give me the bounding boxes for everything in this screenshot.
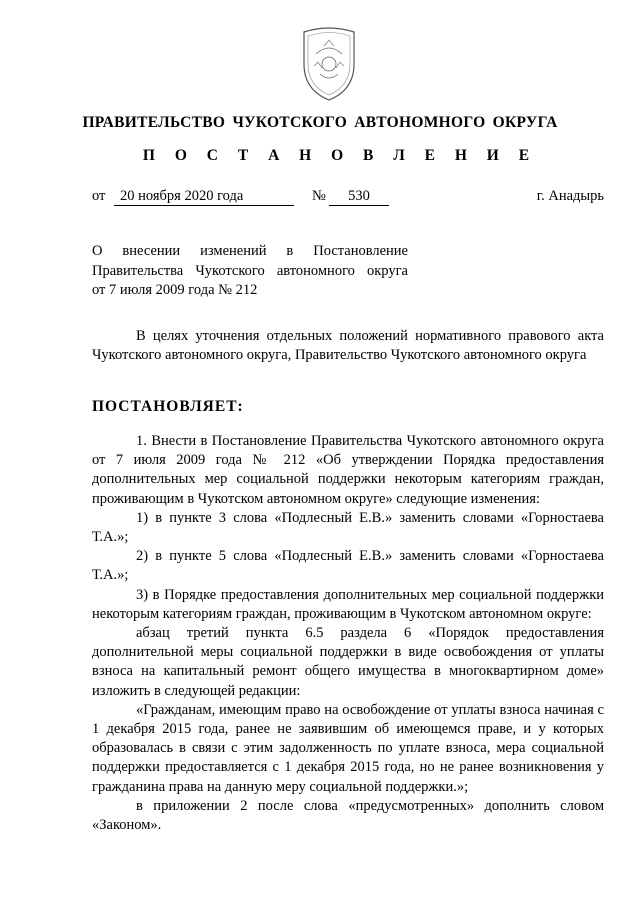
- government-title: ПРАВИТЕЛЬСТВО ЧУКОТСКОГО АВТОНОМНОГО ОКРУГА: [82, 114, 558, 131]
- resolves-heading: ПОСТАНОВЛЯЕТ:: [92, 398, 244, 415]
- paragraph-appendix-change: в приложении 2 после слова «предусмотренных» дополнить словом «Законом».: [92, 797, 604, 834]
- document-number: 530: [329, 188, 389, 206]
- preamble-block: [92, 327, 604, 365]
- paragraph-amendment-text: «Гражданам, имеющим право на освобождение от уплаты взноса начиная с 1 декабря 2015 года, ранее не заявившим об имеющемся праве, и у которых образовалась в связи с этим задолженность по уплате взноса, мера социальной поддержки предоставляется с 1 декабря 2015 года, но не ранее возникновения у гражданина права на данную меру социальной поддержки.»;: [92, 701, 604, 795]
- preamble-paragraph: В целях уточнения отдельных положений нормативного правового акта Чукотского автономного округа, Правительство Чукотского автономного округа: [92, 328, 604, 364]
- city-name: г. Анадырь: [536, 188, 604, 204]
- paragraph-subitem-2: 2) в пункте 5 слова «Подлесный Е.В.» заменить словами «Горностаева Т.А.»;: [92, 548, 604, 584]
- date-from-label: от: [92, 188, 106, 204]
- subject-line-2: Правительства Чукотского автономного округа: [92, 262, 408, 279]
- paragraph-subitem-3: 3) в Порядке предоставления дополнительных мер социальной поддержки некоторым категориям граждан, проживающим в Чукотском автономном округе:: [92, 586, 604, 622]
- decree-body: [92, 432, 604, 835]
- paragraph-amendment-intro: абзац третий пункта 6.5 раздела 6 «Порядок предоставления дополнительной меры социальной поддержки в виде освобождения от уплаты взноса на капитальный ремонт общего имущества в многоквартирном доме» изложить в следующей редакции:: [92, 625, 604, 699]
- paragraph-subitem-1: 1) в пункте 3 слова «Подлесный Е.В.» заменить словами «Горностаева Т.А.»;: [92, 509, 604, 546]
- document-date: 20 ноября 2020 года: [114, 188, 294, 206]
- subject-line-1: О внесении изменений в Постановление: [92, 243, 408, 259]
- date-number-line: [92, 188, 604, 210]
- coat-of-arms-emblem: [296, 24, 362, 104]
- paragraph-item-1: 1. Внести в Постановление Правительства Чукотского автономного округа от 7 июля 2009 года № 212 «Об утверждении Порядка предоставления дополнительных мер социальной поддержки некоторым категориям граждан, проживающим в Чукотском автономном округе» следующие изменения:: [92, 433, 604, 507]
- subject-line-3: от 7 июля 2009 года № 212: [92, 282, 258, 298]
- document-type-title: П О С Т А Н О В Л Е Н И Е: [142, 147, 538, 164]
- number-label: №: [312, 188, 326, 204]
- subject-block: [92, 242, 408, 301]
